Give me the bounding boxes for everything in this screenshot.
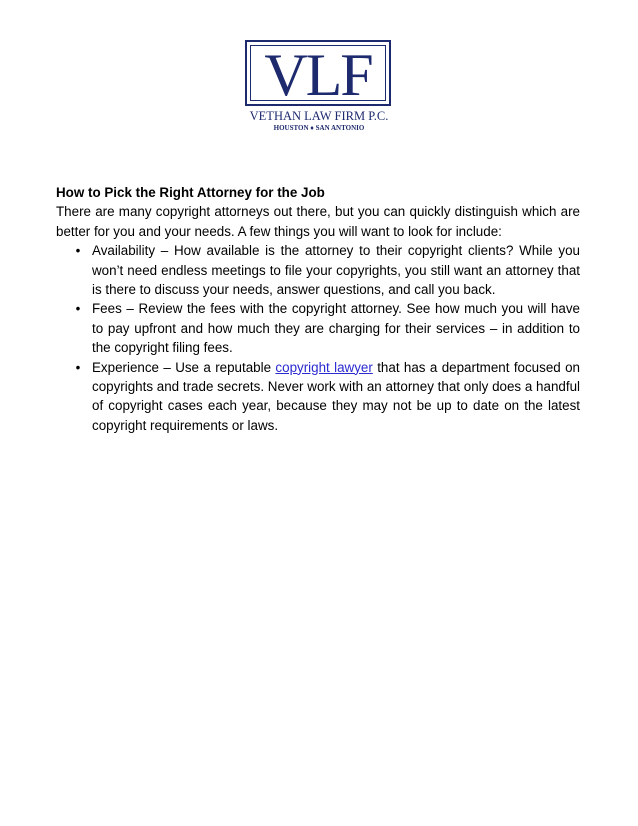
list-item-availability — [56, 241, 580, 299]
bullet-icon: • — [75, 301, 81, 317]
logo-cities: HOUSTON ♦ SAN ANTONIO — [273, 124, 365, 132]
logo-frame — [245, 40, 391, 106]
firm-logo — [245, 40, 393, 136]
intro-paragraph: There are many copyright attorneys out there, but you can quickly distinguish which are better for you and your needs. A few things you will want to look for include: — [56, 204, 580, 239]
logo-initials: VLF — [264, 42, 372, 108]
bullet-text: Availability – How available is the attorney to their copyright clients? While you won’t need endless meetings to file your copyrights, you still want an attorney that is there to discuss your needs, answer questions, and call you back. — [92, 243, 580, 298]
article-heading: How to Pick the Right Attorney for the Job — [56, 185, 325, 200]
bullet-icon: • — [75, 359, 81, 375]
bullet-text: Fees – Review the fees with the copyright attorney. See how much you will have to pay upfront and how much they are charging for their services – in addition to the copyright filing fees. — [92, 301, 580, 356]
list-item-fees — [56, 299, 580, 357]
article-body — [56, 183, 580, 435]
list-item-experience — [56, 358, 580, 436]
bullet-text-after-link: that has a department focused on copyrights and trade secrets. Never work with an attorney that only does a handful of copyright cases each year, because they may not be up to date on the latest copyright requirements or laws. — [92, 359, 580, 433]
logo-firm-name: VETHAN LAW FIRM P.C. — [249, 109, 389, 123]
copyright-lawyer-link[interactable]: copyright lawyer — [275, 359, 373, 375]
bullet-icon: • — [75, 243, 81, 259]
bullet-list — [56, 241, 580, 435]
bullet-text-before-link: Experience – Use a reputable — [92, 359, 276, 375]
